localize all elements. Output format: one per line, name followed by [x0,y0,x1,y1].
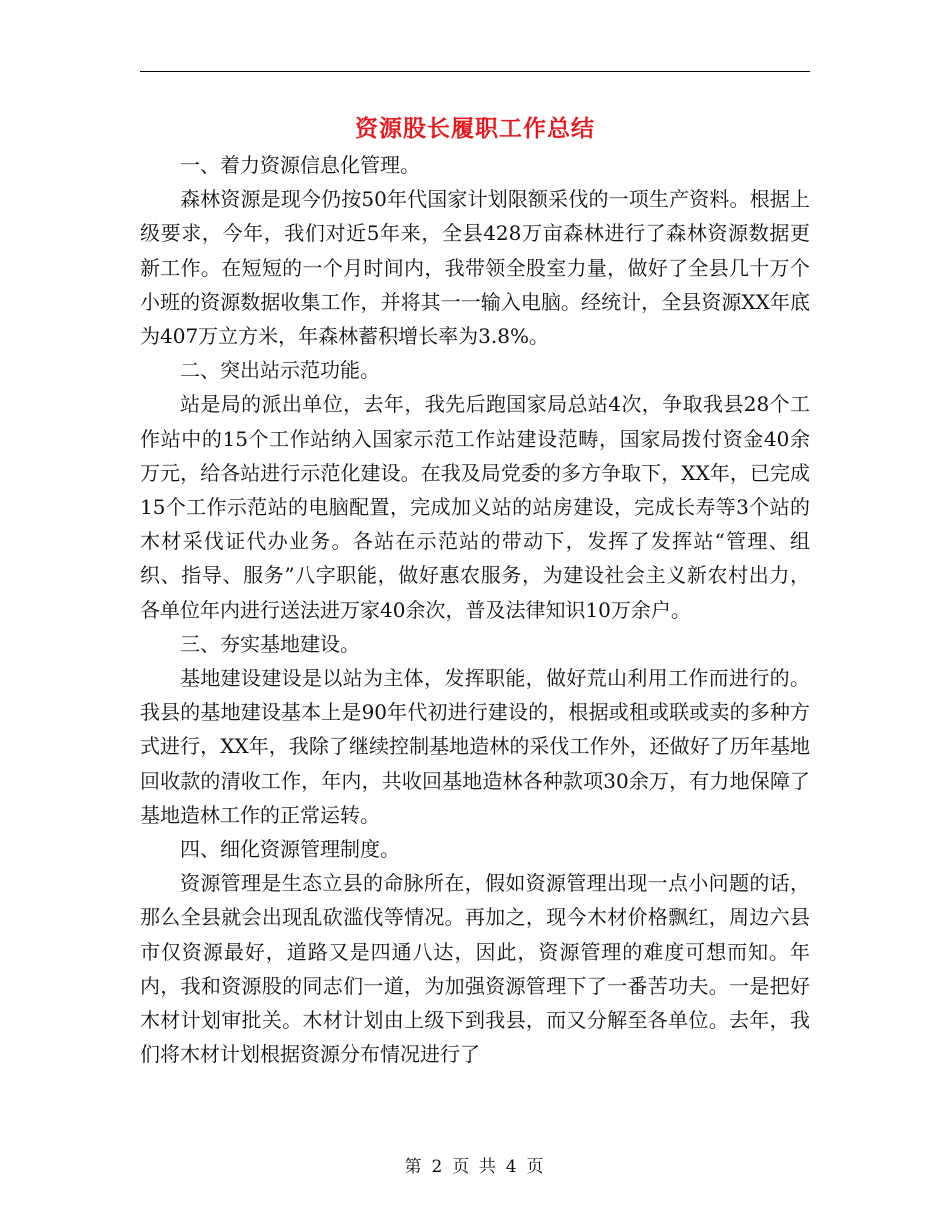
section-heading-3: 三、夯实基地建设。 [180,631,360,656]
document-title: 资源股长履职工作总结 [355,115,595,142]
section-heading-4: 四、细化资源管理制度。 [180,837,400,862]
footer-suffix: 页 [526,1157,546,1177]
footer-page-number: 2 [431,1157,445,1177]
header-rule [140,71,810,72]
footer-prefix: 第 [404,1157,424,1177]
page-footer [0,1152,950,1177]
paragraph-3: 基地建设建设是以站为主体，发挥职能，做好荒山利用工作而进行的。我县的基地建设基本上是90年代初进行建设的，根据或租或联或卖的多种方式进行，XX年，我除了继续控制基地造林的采伐工作外，还做好了历年基地回收款的清收工作，年内，共收回基地造林各种款项30余万，有力地保障了基地造林工作的正常运转。 [140,666,810,827]
document-body [140,148,810,1071]
footer-page-total: 4 [505,1157,519,1177]
section-heading-2: 二、突出站示范功能。 [180,358,380,383]
section-heading-1: 一、着力资源信息化管理。 [180,153,420,177]
paragraph-4: 资源管理是生态立县的命脉所在，假如资源管理出现一点小问题的话，那么全县就会出现乱砍滥伐等情况。再加之，现今木材价格飘红，周边六县市仅资源最好，道路又是四通八达，因此，资源管理的难度可想而知。年内，我和资源股的同志们一道，为加强资源管理下了一番苦功夫。一是把好木材计划审批关。木材计划由上级下到我县，而又分解至各单位。去年，我们将木材计划根据资源分布情况进行了 [140,871,810,1067]
paragraph-1: 森林资源是现今仍按50年代国家计划限额采伐的一项生产资料。根据上级要求，今年，我们对近5年来，全县428万亩森林进行了森林资源数据更新工作。在短短的一个月时间内，我带领全股室力量，做好了全县几十万个小班的资源数据收集工作，并将其一一输入电脑。经统计，全县资源XX年底为407万立方米，年森林蓄积增长率为3.8%。 [140,187,810,349]
paragraph-2: 站是局的派出单位，去年，我先后跑国家局总站4次，争取我县28个工作站中的15个工作站纳入国家示范工作站建设范畴，国家局拨付资金40余万元，给各站进行示范化建设。在我及局党委的多方争取下，XX年，已完成15个工作示范站的电脑配置，完成加义站的站房建设，完成长寿等3个站的木材采伐证代办业务。各站在示范站的带动下，发挥了发挥站“管理、组织、指导、服务”八字职能，做好惠农服务，为建设社会主义新农村出力，各单位年内进行送法进万家40余次，普及法律知识10万余户。 [140,392,810,622]
footer-middle: 页 共 [452,1157,498,1177]
